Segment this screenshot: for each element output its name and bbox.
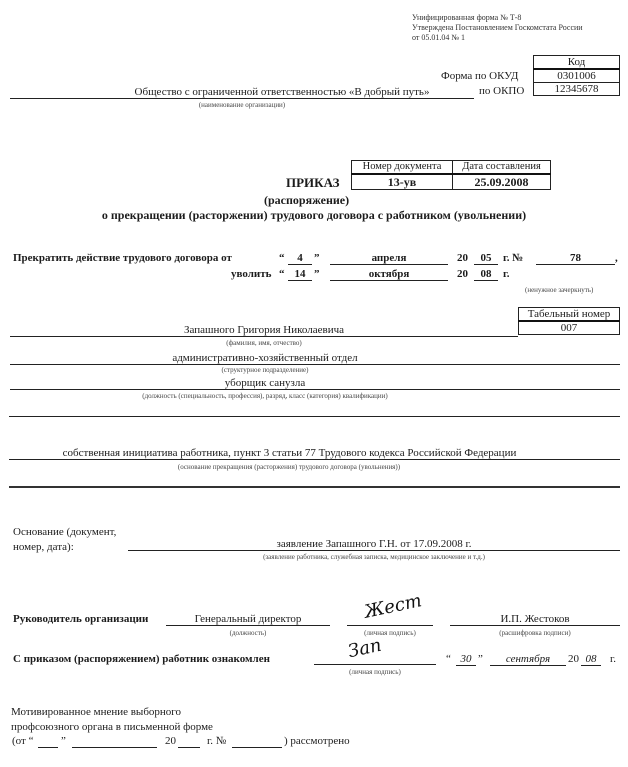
year-prefix: 20 [457, 252, 468, 264]
ack-day[interactable]: 30 [456, 653, 476, 666]
department: административно-хозяйственный отдел [172, 352, 358, 364]
comma: , [615, 252, 618, 264]
contract-day[interactable]: 4 [288, 252, 312, 265]
contract-month[interactable]: апреля [330, 252, 448, 265]
form-info-line-1: Унифицированная форма № Т-8 [412, 13, 522, 22]
form-info-line-2: Утверждена Постановлением Госкомстата России [412, 23, 583, 32]
union-text [11, 705, 213, 735]
ack-year-prefix: 20 [568, 653, 579, 665]
basis-value: заявление Запашного Г.Н. от 17.09.2008 г. [276, 538, 472, 550]
full-name-caption: (фамилия, имя, отчество) [226, 339, 302, 347]
basis-caption: (заявление работника, служебная записка, медицинское заключение и т.д.) [263, 553, 485, 561]
union-quote-close: ” [61, 735, 66, 747]
okud-value[interactable]: 0301006 [534, 69, 620, 83]
code-table [533, 55, 620, 96]
union-from-label: (от “ [12, 735, 34, 747]
position-extra-line [9, 416, 620, 417]
union-reviewed: ) рассмотрено [284, 735, 350, 747]
head-position-field[interactable] [166, 613, 330, 626]
okud-label: Форма по ОКУД [441, 70, 519, 82]
union-year-field[interactable] [178, 735, 200, 748]
ack-label: С приказом (распоряжением) работник ознакомлен [13, 653, 270, 665]
quote-close: ” [314, 252, 320, 264]
position-field[interactable] [10, 377, 620, 390]
reason-field[interactable] [9, 447, 620, 460]
quote-close: ” [478, 653, 483, 665]
tab-number-header: Табельный номер [519, 308, 620, 322]
department-caption: (структурное подразделение) [221, 366, 309, 374]
date-header: Дата составления [453, 161, 551, 175]
union-number-label: г. № [207, 735, 227, 747]
position: уборщик санузла [224, 377, 306, 389]
ack-month[interactable]: сентября [490, 653, 566, 666]
quote-open: “ [279, 252, 285, 264]
full-name: Запашного Григория Николаевича [183, 324, 345, 336]
basis-field[interactable] [128, 538, 620, 551]
ack-year[interactable]: 08 [581, 653, 601, 666]
strike-note: (ненужное зачеркнуть) [525, 286, 594, 294]
year-prefix: 20 [457, 268, 468, 280]
contract-year[interactable]: 05 [474, 252, 498, 265]
ack-signature: Зап [346, 634, 384, 663]
union-line-1: Мотивированное мнение выборного [11, 706, 182, 718]
tab-number-table [518, 307, 620, 335]
head-position-caption: (должность) [229, 629, 267, 637]
form-info [412, 13, 583, 43]
okpo-label: по ОКПО [479, 85, 525, 97]
doc-date[interactable]: 25.09.2008 [453, 174, 551, 189]
contract-number[interactable]: 78 [536, 252, 615, 265]
reason-extra-line [9, 486, 620, 488]
department-field[interactable] [10, 352, 620, 365]
doc-number[interactable]: 13-ув [352, 174, 453, 189]
quote-close: ” [314, 268, 320, 280]
order-subtitle: (распоряжение) [264, 193, 350, 207]
code-header: Код [534, 56, 620, 70]
organization-name-field[interactable] [10, 86, 474, 99]
head-name-caption: (расшифровка подписи) [499, 629, 571, 637]
ack-year-suffix: г. [610, 653, 617, 665]
reason: собственная инициатива работника, пункт 3 статьи 77 Трудового кодекса Российской Федерации [62, 447, 517, 459]
dismiss-day[interactable]: 14 [288, 268, 312, 281]
number-label: г. № [503, 252, 524, 264]
dismiss-year[interactable]: 08 [474, 268, 498, 281]
dismiss-label: уволить [231, 268, 272, 280]
order-title: ПРИКАЗ [286, 175, 340, 190]
full-name-field[interactable] [10, 324, 518, 337]
quote-open: “ [446, 653, 451, 665]
quote-open: “ [279, 268, 285, 280]
head-signature-caption: (личная подпись) [364, 629, 416, 637]
dismiss-month[interactable]: октября [330, 268, 448, 281]
head-name-field[interactable] [450, 613, 620, 626]
union-year-prefix: 20 [165, 735, 176, 747]
reason-caption: (основание прекращения (расторжения) трудового договора (увольнения)) [177, 463, 401, 471]
ack-signature-caption: (личная подпись) [349, 668, 401, 676]
union-month-field[interactable] [72, 735, 157, 748]
tab-number[interactable]: 007 [519, 321, 620, 335]
head-label: Руководитель организации [13, 613, 149, 625]
head-signature: Жест [362, 590, 424, 623]
basis-label-line-2: номер, дата): [13, 541, 74, 553]
head-position: Генеральный директор [194, 613, 302, 625]
basis-label-line-1: Основание (документ, [13, 526, 117, 538]
organization-caption: (наименование организации) [198, 101, 286, 109]
basis-label [13, 525, 116, 555]
union-number-field[interactable] [232, 735, 282, 748]
union-day-field[interactable] [38, 735, 58, 748]
form-info-line-3: от 05.01.04 № 1 [412, 33, 466, 42]
terminate-label: Прекратить действие трудового договора от [13, 252, 232, 264]
year-suffix: г. [503, 268, 510, 280]
order-heading: о прекращении (расторжении) трудового договора с работником (увольнении) [101, 208, 527, 222]
doc-number-header: Номер документа [352, 161, 453, 175]
okpo-value[interactable]: 12345678 [534, 83, 620, 96]
order-table [351, 160, 551, 190]
union-line-2: профсоюзного органа в письменной форме [11, 721, 213, 733]
head-name: И.П. Жестоков [500, 613, 570, 625]
position-caption: (должность (специальность, профессия), разряд, класс (категория) квалификации) [142, 392, 388, 400]
organization-name: Общество с ограниченной ответственностью «В добрый путь» [134, 86, 430, 98]
